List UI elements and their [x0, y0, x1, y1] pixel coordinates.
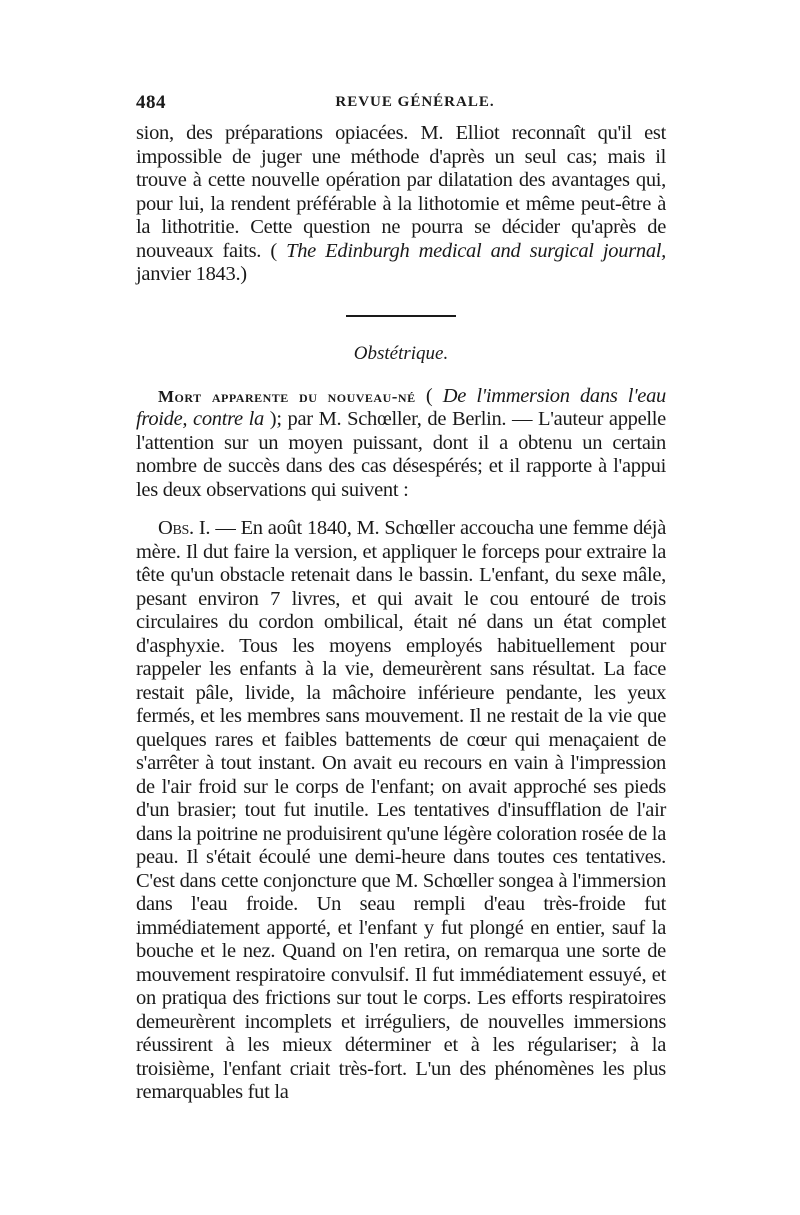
page-header [136, 92, 666, 122]
article-title: Mort apparente du nouveau-né [158, 386, 416, 406]
observation-paragraph [136, 517, 666, 1105]
journal-citation: The Edinburgh medical and surgical journal, [286, 239, 667, 262]
article-intro [136, 385, 666, 503]
running-title: REVUE GÉNÉRALE. [335, 94, 495, 110]
paragraph-1-date: janvier 1843.) [136, 263, 247, 285]
book-page [136, 92, 666, 1105]
paragraph-1-text: sion, des préparations opiacées. M. Elliot reconnaît qu'il est impossible de juger une méthode d'après un seul cas; mais il trouve à cette nouvelle opération par dilatation des avantages qui, pour lui, la rendent préférable à la lithotomie et même peut-être à la lithotritie. Cette question ne pourra se décider qu'après de nouveaux faits. ( [136, 122, 666, 262]
page-number: 484 [136, 92, 166, 113]
article-intro-text: ); par M. Schœller, de Berlin. — L'auteur appelle l'attention sur un moyen puissant, dont il a obtenu un certain nombre de succès dans des cas désespérés; et il rapporte à l'appui les deux observations qui suivent : [136, 408, 666, 501]
paragraph-lithotomy [136, 122, 666, 287]
paragraph-gap [136, 502, 666, 517]
section-divider [346, 315, 456, 317]
article-subtitle: De l'immersion dans l'eau froide, contre la [136, 384, 666, 430]
observation-label: Obs. I. [158, 517, 211, 539]
section-heading: Obstétrique. [353, 342, 449, 364]
article-subtitle-open: ( [415, 384, 443, 407]
observation-text: — En août 1840, M. Schœller accoucha une femme déjà mère. Il dut faire la version, et appliquer le forceps pour extraire la tête qu'un obstacle retenait dans le bassin. L'enfant, du sexe mâle, pesant environ 7 livres, et qui avait le cou entouré de trois circulaires du cordon ombilical, était né dans un état complet d'asphyxie. Tous les moyens employés habituellement pour rappeler les enfants à la vie, demeurèrent sans résultat. La face restait pâle, livide, la mâchoire inférieure pendante, les yeux fermés, et les membres sans mouvement. Il ne restait de la vie que quelques rares et faibles battements de cœur qui menaçaient de s'arrêter à tout instant. On avait eu recours en vain à l'impression de l'air froid sur le corps de l'enfant; on avait approché ses pieds d'un brasier; tout fut inutile. Les tentatives d'insufflation de l'air dans la poitrine ne produisirent qu'une légère coloration rosée de la peau. Il s'était écoulé une demi-heure dans toutes ces tentatives. C'est dans cette conjoncture que M. Schœller songea à l'immersion dans l'eau froide. Un seau rempli d'eau très-froide fut immédiatement apporté, et l'enfant y fut plongé en entier, sauf la bouche et le nez. Quand on l'en retira, on remarqua une sorte de mouvement respiratoire convulsif. Il fut immédiatement essuyé, et on pratiqua des frictions sur tout le corps. Les efforts respiratoires demeurèrent incomplets et irréguliers, de nouvelles immersions réussirent à les mieux déterminer et à les régulariser; à la troisième, l'enfant criait très-fort. L'un des phénomènes les plus remarquables fut la [136, 517, 667, 1103]
